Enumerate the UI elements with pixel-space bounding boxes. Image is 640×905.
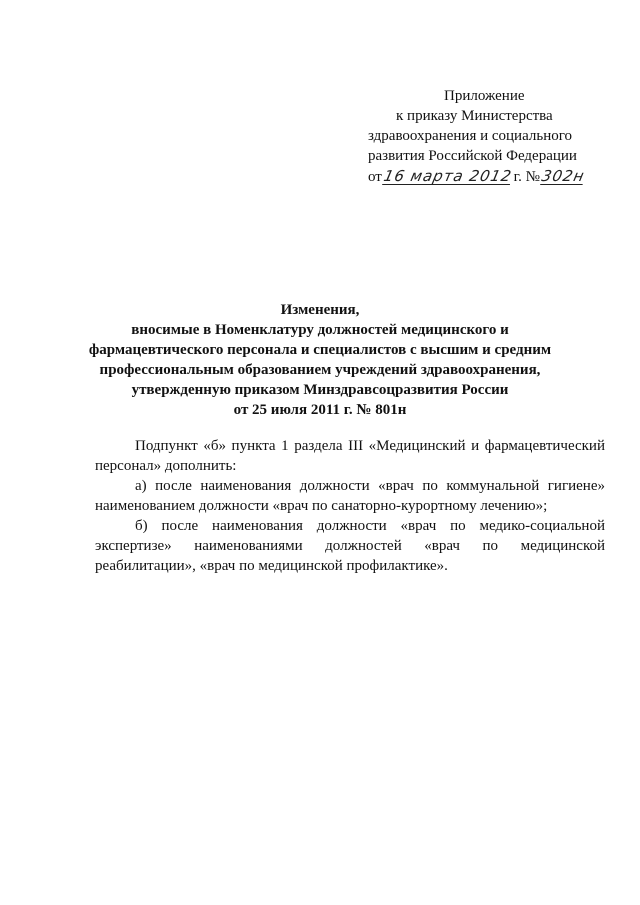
document-title [80, 300, 560, 420]
body-paragraph-1: Подпункт «б» пункта 1 раздела III «Медицинский и фармацевтический персонал» дополнить: [95, 438, 605, 474]
title-line-1: Изменения, [280, 302, 360, 318]
title-line-6: от 25 июля 2011 г. № 801н [233, 402, 407, 418]
appendix-order-ref: к приказу Министерства [396, 108, 553, 124]
appendix-label: Приложение [444, 88, 525, 104]
appendix-date-line [364, 166, 604, 187]
date-number-label: г. № [513, 169, 540, 185]
appendix-ministry-line2: развития Российской Федерации [368, 148, 577, 164]
date-prefix: от [368, 169, 382, 185]
body-paragraph-2: а) после наименования должности «врач по коммунальной гигиене» наименованием должности «врач по санаторно-курортному лечению»; [95, 478, 605, 514]
title-line-3: фармацевтического персонала и специалистов с высшим и средним [88, 342, 552, 358]
title-line-2: вносимые в Номенклатуру должностей медицинского и [131, 322, 509, 338]
title-line-4: профессиональным образованием учреждений здравоохранения, [99, 362, 541, 378]
handwritten-number: 302н [539, 167, 587, 185]
body-paragraph-3: б) после наименования должности «врач по медико-социальной экспертизе» наименованиями должностей «врач по медицинской реабилитации», «врач по медицинской профилактике». [95, 518, 605, 574]
title-line-5: утвержденную приказом Минздравсоцразвития России [131, 382, 509, 398]
document-body [95, 436, 605, 576]
appendix-ministry-line1: здравоохранения и социального [368, 128, 573, 144]
appendix-header [364, 86, 604, 187]
handwritten-date: 16 марта 2012 [381, 167, 514, 185]
